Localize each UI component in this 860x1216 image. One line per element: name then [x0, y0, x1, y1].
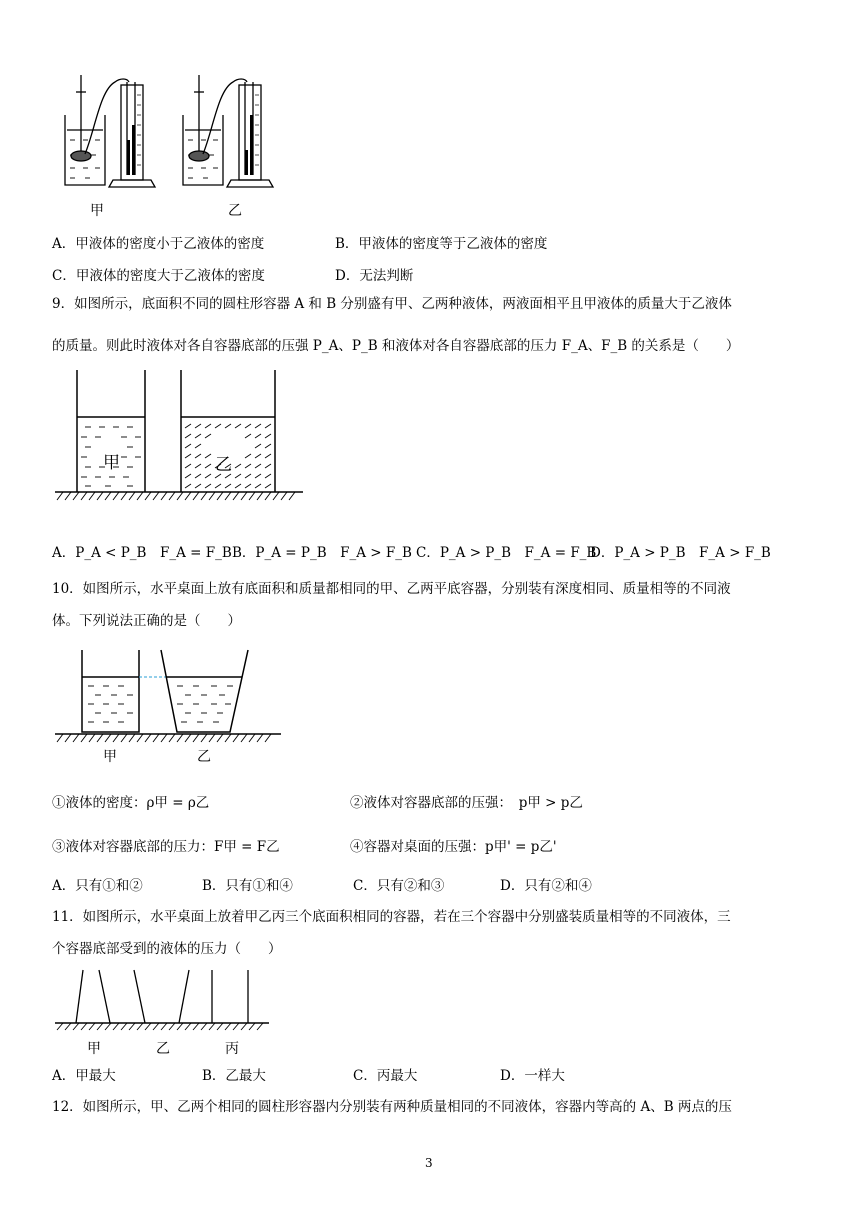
q11-label-a: 甲	[87, 1041, 101, 1057]
q11-label-b: 乙	[156, 1041, 170, 1057]
q9-label-a: 甲	[103, 453, 120, 473]
q9-option-b[interactable]: B．P_A = P_B F_A > F_B	[232, 545, 412, 561]
q11-label-c: 丙	[225, 1041, 239, 1057]
q11-stem-line1: 11．如图所示，水平桌面上放着甲乙丙三个底面积相同的容器，若在三个容器中分别盛装质量相等的不同液体，三	[52, 909, 731, 925]
q8-figure	[55, 70, 285, 195]
q9-option-c[interactable]: C．P_A > P_B F_A = F_B	[416, 545, 597, 561]
q11-option-b[interactable]: B．乙最大	[202, 1068, 266, 1084]
q8-option-b[interactable]: B．甲液体的密度等于乙液体的密度	[335, 236, 548, 252]
q8-option-c[interactable]: C．甲液体的密度大于乙液体的密度	[52, 268, 265, 284]
q10-statement-3: ③液体对容器底部的压力：F甲 = F乙	[52, 839, 280, 855]
q8-option-d[interactable]: D．无法判断	[335, 268, 414, 284]
q8-label-a: 甲	[90, 203, 104, 219]
page-number: 3	[425, 1156, 433, 1170]
q10-container-b	[161, 650, 248, 732]
q10-container-a	[82, 650, 139, 732]
q11-container-b-right	[179, 970, 189, 1023]
q10-stem-line2: 体。下列说法正确的是（ ）	[52, 613, 241, 629]
q11-container-a-right	[99, 970, 110, 1023]
q10-figure	[55, 650, 285, 745]
q9-figure	[55, 370, 305, 500]
q11-figure	[55, 970, 275, 1035]
q10-label-a: 甲	[103, 749, 117, 765]
q8-beaker-b	[183, 115, 223, 185]
q10-option-b[interactable]: B．只有①和④	[202, 878, 293, 894]
q9-label-b: 乙	[215, 455, 232, 475]
q12-stem-line1: 12．如图所示，甲、乙两个相同的圆柱形容器内分别装有两种质量相同的不同液体，容器内等高的 A、B 两点的压	[52, 1099, 732, 1115]
q9-option-a[interactable]: A．P_A < P_B F_A = F_B	[52, 545, 232, 561]
q9-stem-line2: 的质量。则此时液体对各自容器底部的压强 P_A、P_B 和液体对各自容器底部的压力 F_A、F_B 的关系是（ ）	[52, 338, 740, 354]
q8-beaker-a	[65, 115, 105, 185]
q10-option-a[interactable]: A．只有①和②	[52, 878, 143, 894]
q10-statement-2: ②液体对容器底部的压强： p甲 > p乙	[350, 795, 583, 811]
q11-option-a[interactable]: A．甲最大	[52, 1068, 116, 1084]
q10-statement-4: ④容器对桌面的压强：p甲' = p乙'	[350, 839, 557, 855]
q9-stem-line1: 9．如图所示，底面积不同的圆柱形容器 A 和 B 分别盛有甲、乙两种液体，两液面相平且甲液体的质量大于乙液体	[52, 296, 732, 312]
q9-container-a	[77, 370, 145, 492]
q11-option-c[interactable]: C．丙最大	[353, 1068, 418, 1084]
q11-container-a-left	[76, 970, 83, 1023]
q11-stem-line2: 个容器底部受到的液体的压力（ ）	[52, 941, 282, 957]
q10-option-c[interactable]: C．只有②和③	[353, 878, 445, 894]
q8-label-b: 乙	[228, 203, 242, 219]
q10-label-b: 乙	[197, 749, 211, 765]
q9-option-d[interactable]: D．P_A > P_B F_A > F_B	[590, 545, 771, 561]
q11-container-b-left	[134, 970, 145, 1023]
q8-option-a[interactable]: A．甲液体的密度小于乙液体的密度	[52, 236, 265, 252]
q10-option-d[interactable]: D．只有②和④	[500, 878, 592, 894]
q11-option-d[interactable]: D．一样大	[500, 1068, 565, 1084]
q10-stem-line1: 10．如图所示，水平桌面上放有底面积和质量都相同的甲、乙两平底容器，分别装有深度相同、质量相等的不同液	[52, 581, 731, 597]
q10-statement-1: ①液体的密度：ρ甲 = ρ乙	[52, 795, 210, 811]
